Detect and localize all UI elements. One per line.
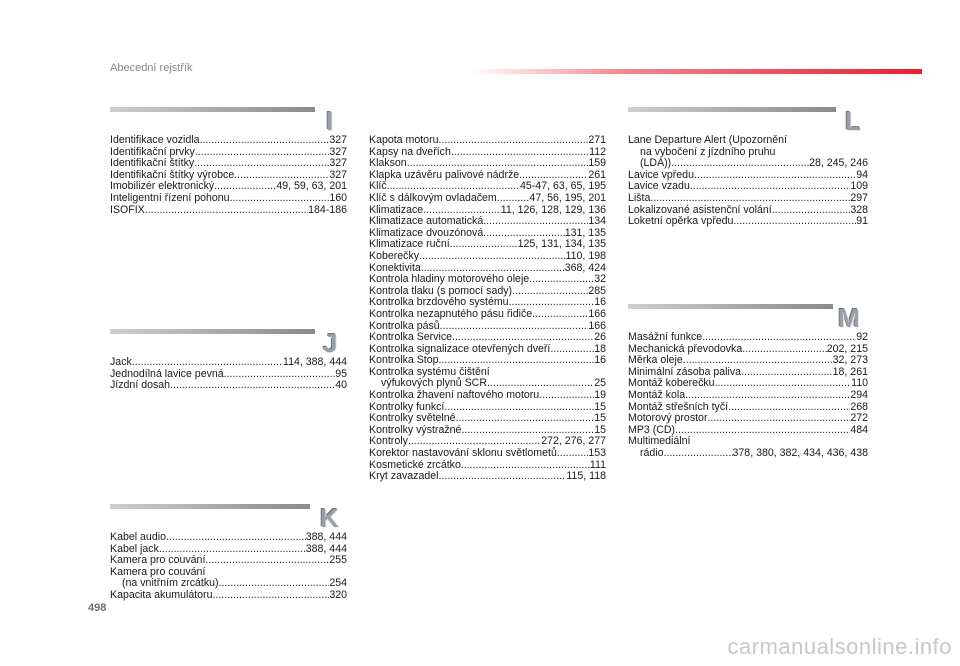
entry-term: Kontrolka žhavení naftového motoru [369, 389, 540, 402]
entry-term: Korektor nastavování sklonu světlometů [369, 447, 557, 460]
entry-term: Kontrolka pásů [369, 319, 440, 332]
entry-pages: 254 [329, 577, 347, 590]
dot-leader [166, 532, 306, 544]
section-header-j [110, 327, 370, 357]
entry-term: Inteligentní řízení pohonu [110, 191, 230, 204]
entry-term: ISOFIX [110, 203, 145, 216]
section-header-l [628, 105, 868, 135]
entry-term: Jednodílná lavice pevná [110, 367, 224, 380]
dot-leader [205, 555, 329, 567]
index-entry [628, 181, 868, 193]
section-header-k [110, 502, 370, 532]
section-letter: J [323, 328, 338, 358]
dot-leader [715, 378, 852, 390]
dot-leader [145, 205, 308, 217]
dot-leader [550, 344, 594, 356]
entry-term: Klíč [369, 180, 387, 193]
entry-pages: 91 [856, 215, 868, 228]
dot-leader [694, 170, 856, 182]
entry-term: Kontrolka nezapnutého pásu řidiče [369, 307, 533, 320]
entry-pages: 110 [851, 377, 868, 390]
entry-term: Identifikační štítky výrobce [110, 168, 235, 181]
dot-leader [132, 357, 283, 369]
index-list-i [110, 135, 347, 216]
entry-pages: 94 [856, 168, 868, 181]
index-entry [369, 448, 606, 460]
entry-pages: 388, 444 [305, 542, 347, 555]
index-entry [628, 413, 868, 425]
entry-pages: 92 [856, 331, 868, 343]
entry-term-continued: rádio [640, 446, 664, 459]
entry-pages: 16 [594, 296, 606, 309]
entry-term: Kabel audio [110, 531, 166, 543]
entry-pages: 109 [850, 180, 868, 193]
entry-pages: 134 [588, 215, 606, 228]
dot-leader [690, 181, 850, 193]
dot-leader [451, 147, 589, 159]
section-letter: I [326, 106, 334, 136]
index-entry [369, 471, 606, 483]
entry-term: Identifikační prvky [110, 145, 195, 158]
entry-term: Kontrolka Service [369, 331, 453, 344]
section-letter: K [320, 503, 339, 533]
entry-pages: 327 [329, 134, 347, 146]
dot-leader [230, 193, 330, 205]
entry-pages: 268 [850, 400, 868, 413]
entry-pages: 26 [594, 331, 606, 344]
index-entry [369, 332, 606, 344]
entry-term: Jízdní dosah [110, 379, 171, 392]
section-rule [110, 329, 315, 334]
entry-term: Kontrolka signalizace otevřených dveří [369, 342, 551, 355]
entry-pages: 272, 276, 277 [541, 435, 606, 448]
entry-term-continued: na vybočení z jízdního pruhu [640, 145, 776, 158]
section-rule [110, 107, 315, 112]
entry-term: Masážní funkce [628, 331, 703, 343]
entry-term: Koberečky [369, 249, 420, 262]
dot-leader [685, 390, 850, 402]
index-entry [110, 590, 347, 602]
index-entry [110, 205, 347, 217]
entry-term: Klakson [369, 157, 407, 170]
dot-leader [529, 274, 594, 286]
entry-pages: 18 [594, 342, 606, 355]
entry-term: Lišta [628, 191, 651, 204]
section-header-m [628, 302, 868, 332]
entry-term: Kontrolka Stop [369, 354, 439, 367]
dot-leader [483, 216, 588, 228]
entry-pages: 184-186 [308, 203, 347, 216]
index-entry [110, 135, 347, 147]
entry-term: Kamera pro couvání [110, 565, 206, 578]
watermark: carmanualsonline.info [727, 634, 952, 659]
entry-pages: 47, 56, 195, 201 [529, 191, 606, 204]
entry-pages: 19 [594, 389, 606, 402]
entry-term: Lane Departure Alert (Upozornění [628, 134, 787, 146]
index-entry [628, 216, 868, 228]
index-entry [369, 135, 606, 147]
entry-term: Identifikační štítky [110, 157, 195, 170]
entry-pages: 25 [594, 377, 606, 390]
entry-term: Konektivita [369, 261, 421, 274]
dot-leader [419, 251, 565, 263]
entry-term: Lokalizované asistenční volání [628, 203, 772, 216]
entry-term: Lavice vzadu [628, 180, 690, 193]
dot-leader [212, 590, 329, 602]
entry-pages: 111 [589, 458, 606, 471]
entry-term-continued: (na vnitřním zrcátku) [122, 577, 219, 590]
index-entry [110, 380, 347, 392]
entry-pages: 114, 388, 444 [282, 356, 347, 368]
entry-pages: 388, 444 [305, 531, 347, 543]
dot-leader [438, 471, 566, 483]
entry-term-continued: (LDA)) [640, 157, 672, 170]
entry-term: Multimediální [628, 435, 691, 448]
entry-term: Měrka oleje [628, 354, 683, 367]
entry-pages: 202, 215 [826, 342, 868, 355]
dot-leader [219, 578, 330, 590]
index-list-l [628, 135, 868, 228]
entry-term: Identifikace vozidla [110, 134, 200, 146]
entry-pages: 110, 198 [565, 249, 606, 262]
entry-term-continued: výfukových plynů SCR [381, 377, 487, 390]
entry-pages: 15 [594, 423, 606, 436]
dot-leader [224, 369, 336, 381]
dot-leader [532, 309, 588, 321]
index-entry [628, 135, 868, 170]
entry-pages: 15 [594, 400, 606, 413]
dot-leader [444, 402, 594, 414]
dot-leader [675, 425, 850, 437]
entry-term: Minimální zásoba paliva [628, 365, 742, 378]
entry-term: Montáž koberečku [628, 377, 715, 390]
entry-pages: 297 [850, 191, 868, 204]
dot-leader [440, 321, 589, 333]
index-entry [628, 193, 868, 205]
entry-pages: 255 [329, 554, 347, 567]
entry-term: Kontrolky funkcí [369, 400, 445, 413]
entry-term: Kontrolka systému čištění [369, 365, 490, 378]
index-list-m [628, 332, 868, 460]
dot-leader [707, 413, 850, 425]
entry-pages: 28, 245, 246 [809, 157, 868, 170]
entry-term: Kontroly [369, 435, 408, 448]
entry-pages: 11, 126, 128, 129, 136 [500, 203, 606, 216]
entry-pages: 40 [335, 379, 347, 392]
entry-pages: 328 [850, 203, 868, 216]
dot-leader [772, 205, 851, 217]
entry-term: Kapota motoru [369, 134, 439, 146]
index-entry [369, 390, 606, 402]
entry-term: MP3 (CD) [628, 423, 676, 436]
entry-term: Kontrola tlaku (s pomocí sady) [369, 284, 513, 297]
entry-term: Klapka uzávěru palivové nádrže [369, 168, 520, 181]
entry-term: Kontrola hladiny motorového oleje [369, 273, 530, 286]
entry-term: Klíč s dálkovým ovladačem [369, 191, 497, 204]
index-entry [110, 567, 347, 590]
dot-leader [439, 135, 589, 147]
entry-pages: 166 [588, 319, 606, 332]
entry-term: Kontrolky světelné [369, 412, 456, 425]
entry-pages: 15 [594, 412, 606, 425]
section-rule [628, 304, 833, 309]
entry-pages: 32 [594, 273, 606, 286]
dot-leader [728, 402, 850, 414]
entry-term: Jack [110, 356, 132, 368]
page-number: 498 [88, 602, 107, 614]
entry-term: Klimatizace dvouzónová [369, 226, 484, 239]
entry-term: Kapacita akumulátoru [110, 588, 213, 601]
dot-leader [170, 380, 335, 392]
entry-term: Klimatizace ruční [369, 238, 450, 251]
entry-pages: 484 [850, 423, 868, 436]
dot-leader [450, 239, 518, 251]
index-entry [110, 357, 347, 369]
section-rule [628, 107, 836, 112]
entry-term: Kamera pro couvání [110, 554, 206, 567]
entry-pages: 49, 59, 63, 201 [276, 180, 347, 193]
dot-leader [539, 390, 594, 402]
section-rule [110, 504, 310, 509]
dot-leader [741, 367, 833, 379]
entry-pages: 320 [329, 588, 347, 601]
entry-term: Kosmetické zrcátko [369, 458, 461, 471]
entry-pages: 125, 131, 134, 135 [517, 238, 606, 251]
entry-pages: 16 [594, 354, 606, 367]
entry-pages: 378, 380, 382, 434, 436, 438 [732, 446, 868, 459]
index-list-k-continued [369, 135, 606, 483]
section-letter: L [845, 106, 861, 136]
dot-leader [456, 413, 595, 425]
index-list-k [110, 532, 347, 602]
section-letter: M [838, 303, 860, 333]
entry-term: Kontrolka brzdového systému [369, 296, 509, 309]
entry-term: Montáž kola [628, 388, 686, 401]
entry-pages: 327 [329, 157, 347, 170]
index-entry [369, 251, 606, 263]
index-entry [369, 274, 606, 286]
dot-leader [650, 193, 850, 205]
entry-pages: 285 [588, 284, 606, 297]
entry-pages: 160 [329, 191, 347, 204]
entry-term: Imobilizér elektronický [110, 180, 215, 193]
entry-term: Klimatizace automatická [369, 215, 484, 228]
dot-leader [195, 147, 330, 159]
index-entry [110, 193, 347, 205]
entry-term: Motorový prostor [628, 412, 708, 425]
entry-term: Montáž střešních tyčí [628, 400, 729, 413]
entry-pages: 18, 261 [832, 365, 868, 378]
entry-pages: 95 [335, 367, 347, 380]
entry-term: Kabel jack [110, 542, 159, 555]
section-header-i [110, 105, 370, 135]
entry-term: Kontrolky výstražné [369, 423, 462, 436]
index-entry [628, 436, 868, 459]
index-entry [628, 332, 868, 344]
index-entry [369, 309, 606, 321]
entry-pages: 166 [588, 307, 606, 320]
dot-leader [452, 332, 594, 344]
entry-pages: 294 [850, 388, 868, 401]
entry-term: Kapsy na dveřích [369, 145, 451, 158]
dot-leader [702, 332, 856, 344]
entry-pages: 272 [850, 412, 868, 425]
dot-leader [733, 216, 856, 228]
entry-term: Loketní opěrka vpředu [628, 215, 734, 228]
entry-term: Mechanická převodovka [628, 342, 743, 355]
entry-pages: 45-47, 63, 65, 195 [520, 180, 606, 193]
index-entry [628, 390, 868, 402]
entry-pages: 271 [588, 134, 606, 146]
entry-pages: 115, 118 [566, 470, 606, 483]
entry-pages: 327 [329, 168, 347, 181]
dot-leader [557, 448, 588, 460]
entry-pages: 131, 135 [564, 226, 606, 239]
entry-pages: 368, 424 [564, 261, 606, 274]
dot-leader [200, 135, 330, 147]
index-entry [369, 216, 606, 228]
dot-leader [497, 193, 530, 205]
entry-pages: 112 [589, 145, 606, 158]
dot-leader [664, 448, 733, 460]
index-entry [110, 532, 347, 544]
header-accent-bar [470, 69, 922, 74]
entry-pages: 327 [329, 145, 347, 158]
dot-leader [742, 344, 827, 356]
page-header-title: Abecední rejstřík [110, 62, 193, 74]
entry-pages: 159 [588, 157, 606, 170]
entry-pages: 153 [588, 447, 606, 460]
entry-term: Lavice vpředu [628, 168, 694, 181]
index-entry [369, 193, 606, 205]
entry-term: Klimatizace [369, 203, 424, 216]
entry-pages: 261 [588, 168, 606, 181]
entry-pages: 32, 273 [832, 354, 868, 367]
entry-term: Kryt zavazadel [369, 470, 439, 483]
index-list-j [110, 357, 347, 392]
dot-leader [512, 286, 588, 298]
index-entry [369, 367, 606, 390]
